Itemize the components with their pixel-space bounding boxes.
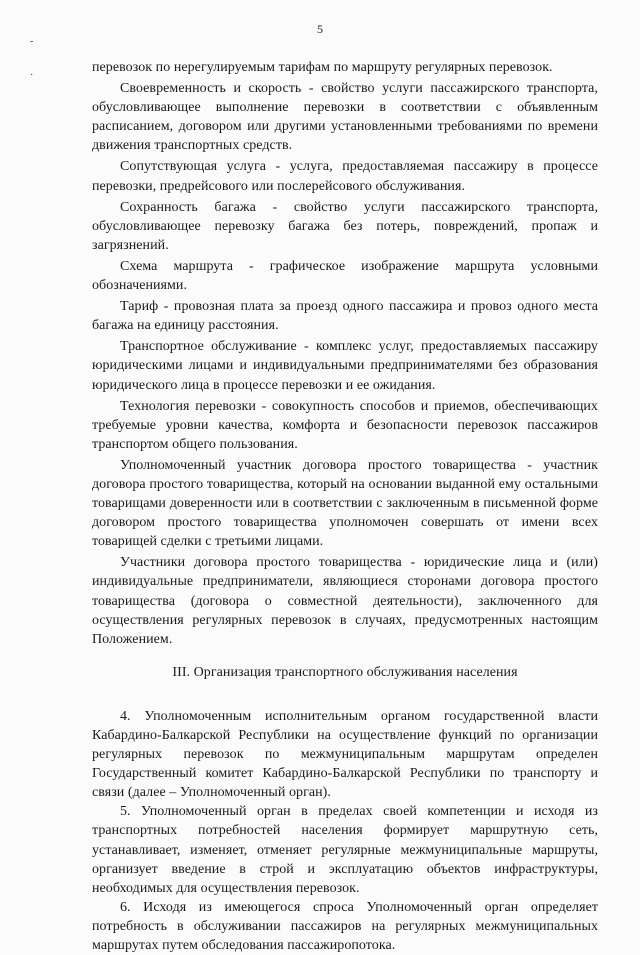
scan-mark: - [30, 36, 34, 47]
paragraph: Технология перевозки - совокупность способов и приемов, обеспечивающих требуемые уровни качества, комфорта и безопасности перевозок пассажиров транспортом общего пользования. [92, 398, 598, 452]
page-number: 5 [317, 22, 323, 36]
paragraph: Уполномоченный участник договора простого товарищества - участник договора простого товарищества, который на основании выданной ему остальными товарищами доверенности или в соответствии с заключенным в письменной форме договором простого товарищества уполномочен совершать от имени всех товарищей сделки с третьими лицами. [92, 457, 598, 550]
paragraph: 6. Исходя из имеющегося спроса Уполномоченный орган определяет потребность в обслуживании пассажиров на регулярных межмуниципальных маршрутах путем обследования пассажиропотока. [92, 899, 598, 954]
paragraph: Транспортное обслуживание - комплекс услуг, предоставляемых пассажиру юридическими лицами и индивидуальными предпринимателями без образования юридического лица в процессе перевозки и ее ожидания. [92, 339, 598, 393]
paragraph: Сохранность багажа - свойство услуги пассажирского транспорта, обусловливающее перевозку багажа без потерь, повреждений, пропаж и загрязнений. [92, 199, 598, 253]
paragraph: Своевременность и скорость - свойство услуги пассажирского транспорта, обусловливающее выполнение перевозки в соответствии с объявленным расписанием, договором или другими установленными требованиями по времени движения транспортных средств. [92, 81, 598, 154]
paragraph: перевозок по нерегулируемым тарифам по маршруту регулярных перевозок. [92, 60, 553, 75]
paragraph: 4. Уполномоченным исполнительным органом государственной власти Кабардино-Балкарской Республики на осуществление функций по организации регулярных перевозок по межмуниципальным маршрутам определен Государственный комитет Кабардино-Балкарской Республики по транспорту и связи (далее – Уполномоченный орган). [92, 708, 598, 801]
paragraph: 5. Уполномоченный орган в пределах своей компетенции и исходя из транспортных потребностей населения формирует маршрутную сеть, устанавливает, изменяет, отменяет регулярные межмуниципальные маршруты, организует введение в строй и эксплуатацию объектов инфраструктуры, необходимых для осуществления перевозок. [92, 804, 598, 896]
section-heading: III. Организация транспортного обслуживания населения [172, 664, 518, 680]
paragraph: Участники договора простого товарищества - юридические лица и (или) индивидуальные предприниматели, являющиеся сторонами договора простого товарищества (договора о совместной деятельности), заключенного для осуществления регулярных перевозок в случаях, предусмотренных настоящим Положением. [92, 555, 598, 647]
paragraph: Сопутствующая услуга - услуга, предоставляемая пассажиру в процессе перевозки, предрейсового или послерейсового обслуживания. [92, 159, 598, 194]
scan-mark: · [30, 70, 34, 81]
paragraph: Тариф - провозная плата за проезд одного пассажира и провоз одного места багажа на единицу расстояния. [92, 299, 598, 334]
document-body [92, 58, 598, 955]
paragraph: Схема маршрута - графическое изображение маршрута условными обозначениями. [92, 258, 598, 294]
